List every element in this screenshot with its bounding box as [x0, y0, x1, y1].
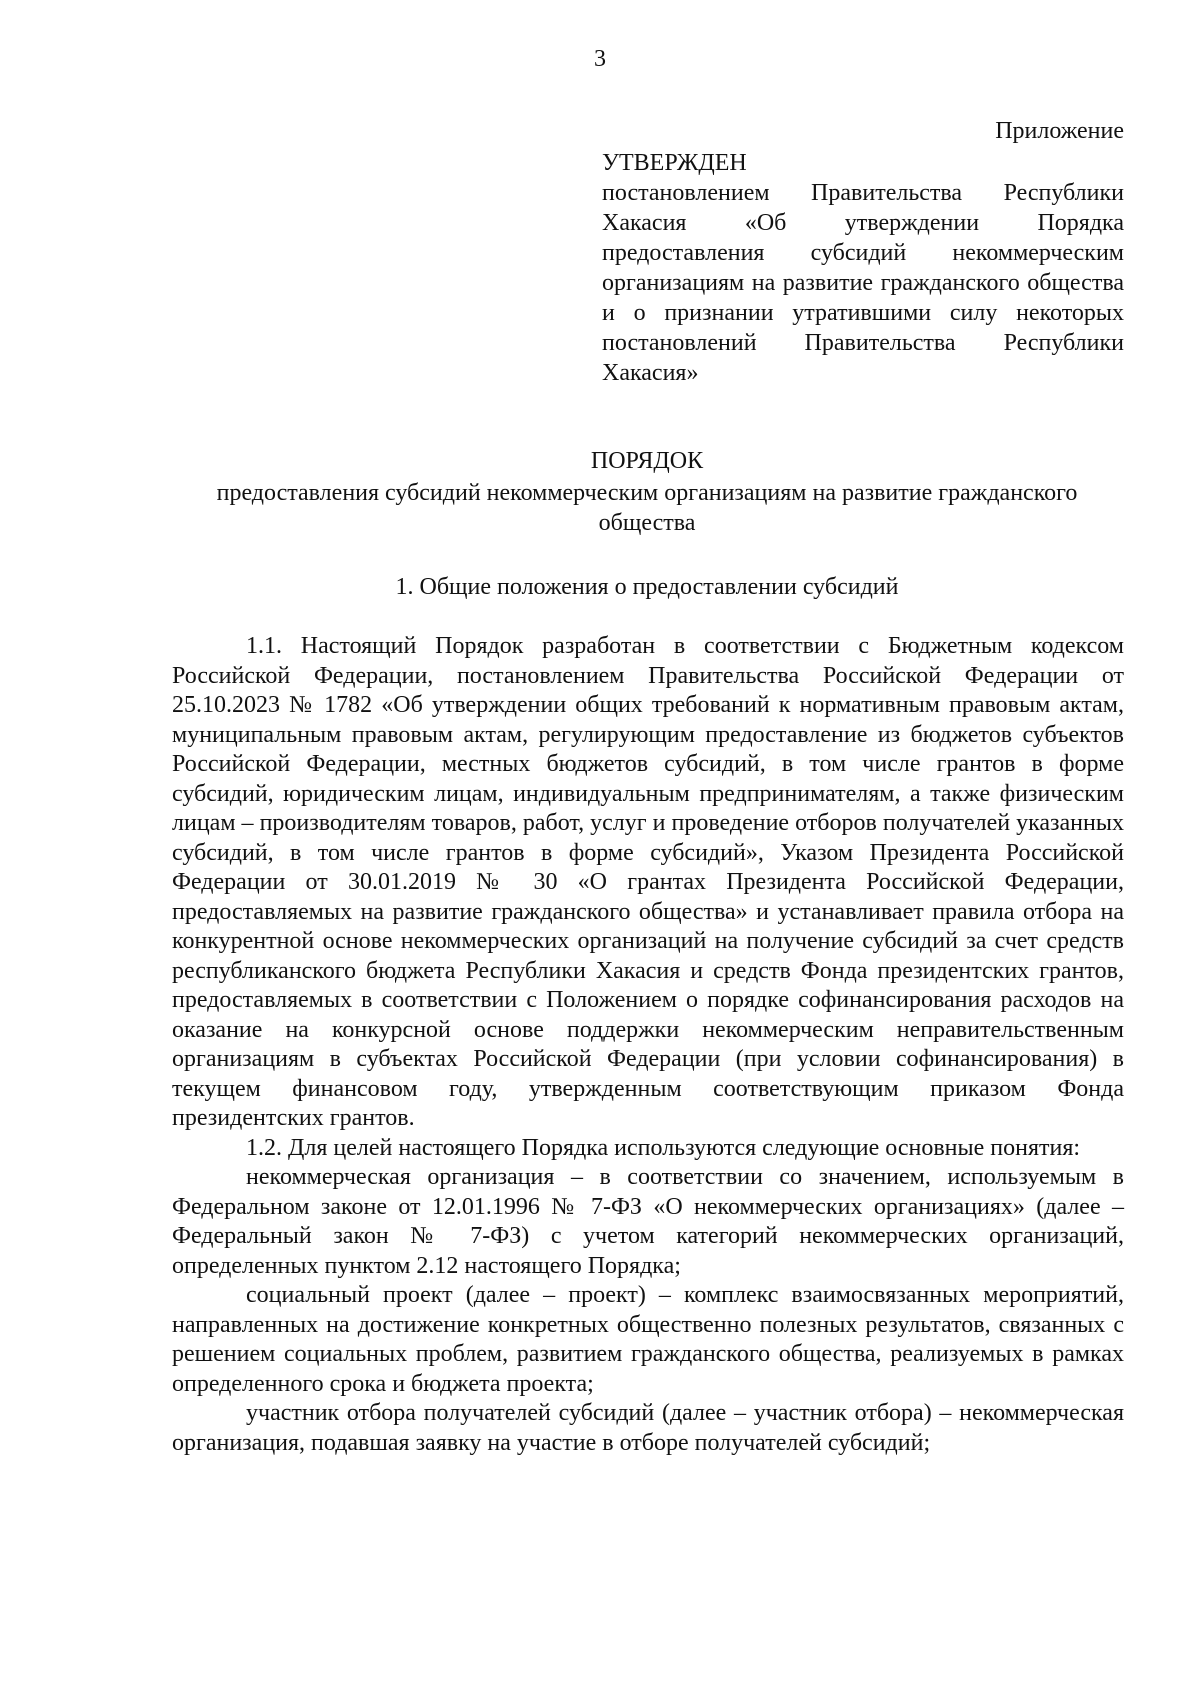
section-heading: 1. Общие положения о предоставлении субсидий: [395, 574, 899, 600]
document-title-block: [170, 446, 1124, 538]
definition-nko: некоммерческая организация – в соответствии со значением, используемым в Федеральном законе от 12.01.1996 № 7-ФЗ «О некоммерческих организациях» (далее – Федеральный закон № 7-ФЗ) с учетом категорий некоммерческих организаций, определенных пунктом 2.12 настоящего Порядка;: [172, 1164, 1124, 1279]
appendix-label: Приложение: [995, 118, 1124, 144]
paragraph-1-2: 1.2. Для целей настоящего Порядка используются следующие основные понятия:: [246, 1134, 1081, 1161]
document-subtitle: предоставления субсидий некоммерческим организациям на развитие гражданского общества: [216, 480, 1078, 536]
definition-social-project: социальный проект (далее – проект) – комплекс взаимосвязанных мероприятий, направленных на достижение конкретных общественно полезных результатов, связанных с решением социальных проблем, развитием гражданского общества, реализуемых в рамках определенного срока и бюджета проекта;: [172, 1282, 1124, 1397]
document-title: ПОРЯДОК: [590, 448, 704, 474]
page-number: 3: [594, 46, 606, 72]
document-body: [172, 632, 1124, 1458]
approved-label: УТВЕРЖДЕН: [602, 150, 747, 176]
paragraph-1-1: 1.1. Настоящий Порядок разработан в соответствии с Бюджетным кодексом Российской Федерации, постановлением Правительства Российской Федерации от 25.10.2023 № 1782 «Об утверждении общих требований к нормативным правовым актам, муниципальным правовым актам, регулирующим предоставление из бюджетов субъектов Российской Федерации, местных бюджетов субсидий, в том числе грантов в форме субсидий, юридическим лицам, индивидуальным предпринимателям, а также физическим лицам – производителям товаров, работ, услуг и проведение отборов получателей указанных субсидий, в том числе грантов в форме субсидий», Указом Президента Российской Федерации от 30.01.2019 № 30 «О грантах Президента Российской Федерации, предоставляемых на развитие гражданского общества» и устанавливает правила отбора на конкурентной основе некоммерческих организаций на получение субсидий за счет средств республиканского бюджета Республики Хакасия и средств Фонда президентских грантов, предоставляемых в соответствии с Положением о порядке софинансирования расходов на оказание на конкурсной основе поддержки некоммерческим неправительственным организациям в субъектах Российской Федерации (при условии софинансирования) в текущем финансовом году, утвержденным соответствующим приказом Фонда президентских грантов.: [172, 633, 1124, 1131]
approval-block: [602, 116, 1124, 388]
definition-selection-participant: участник отбора получателей субсидий (далее – участник отбора) – некоммерческая организация, подавшая заявку на участие в отборе получателей субсидий;: [172, 1400, 1124, 1456]
approval-text: постановлением Правительства Республики Хакасия «Об утверждении Порядка предоставления субсидий некоммерческим организациям на развитие гражданского общества и о признании утратившими силу некоторых постановлений Правительства Республики Хакасия»: [602, 180, 1124, 386]
